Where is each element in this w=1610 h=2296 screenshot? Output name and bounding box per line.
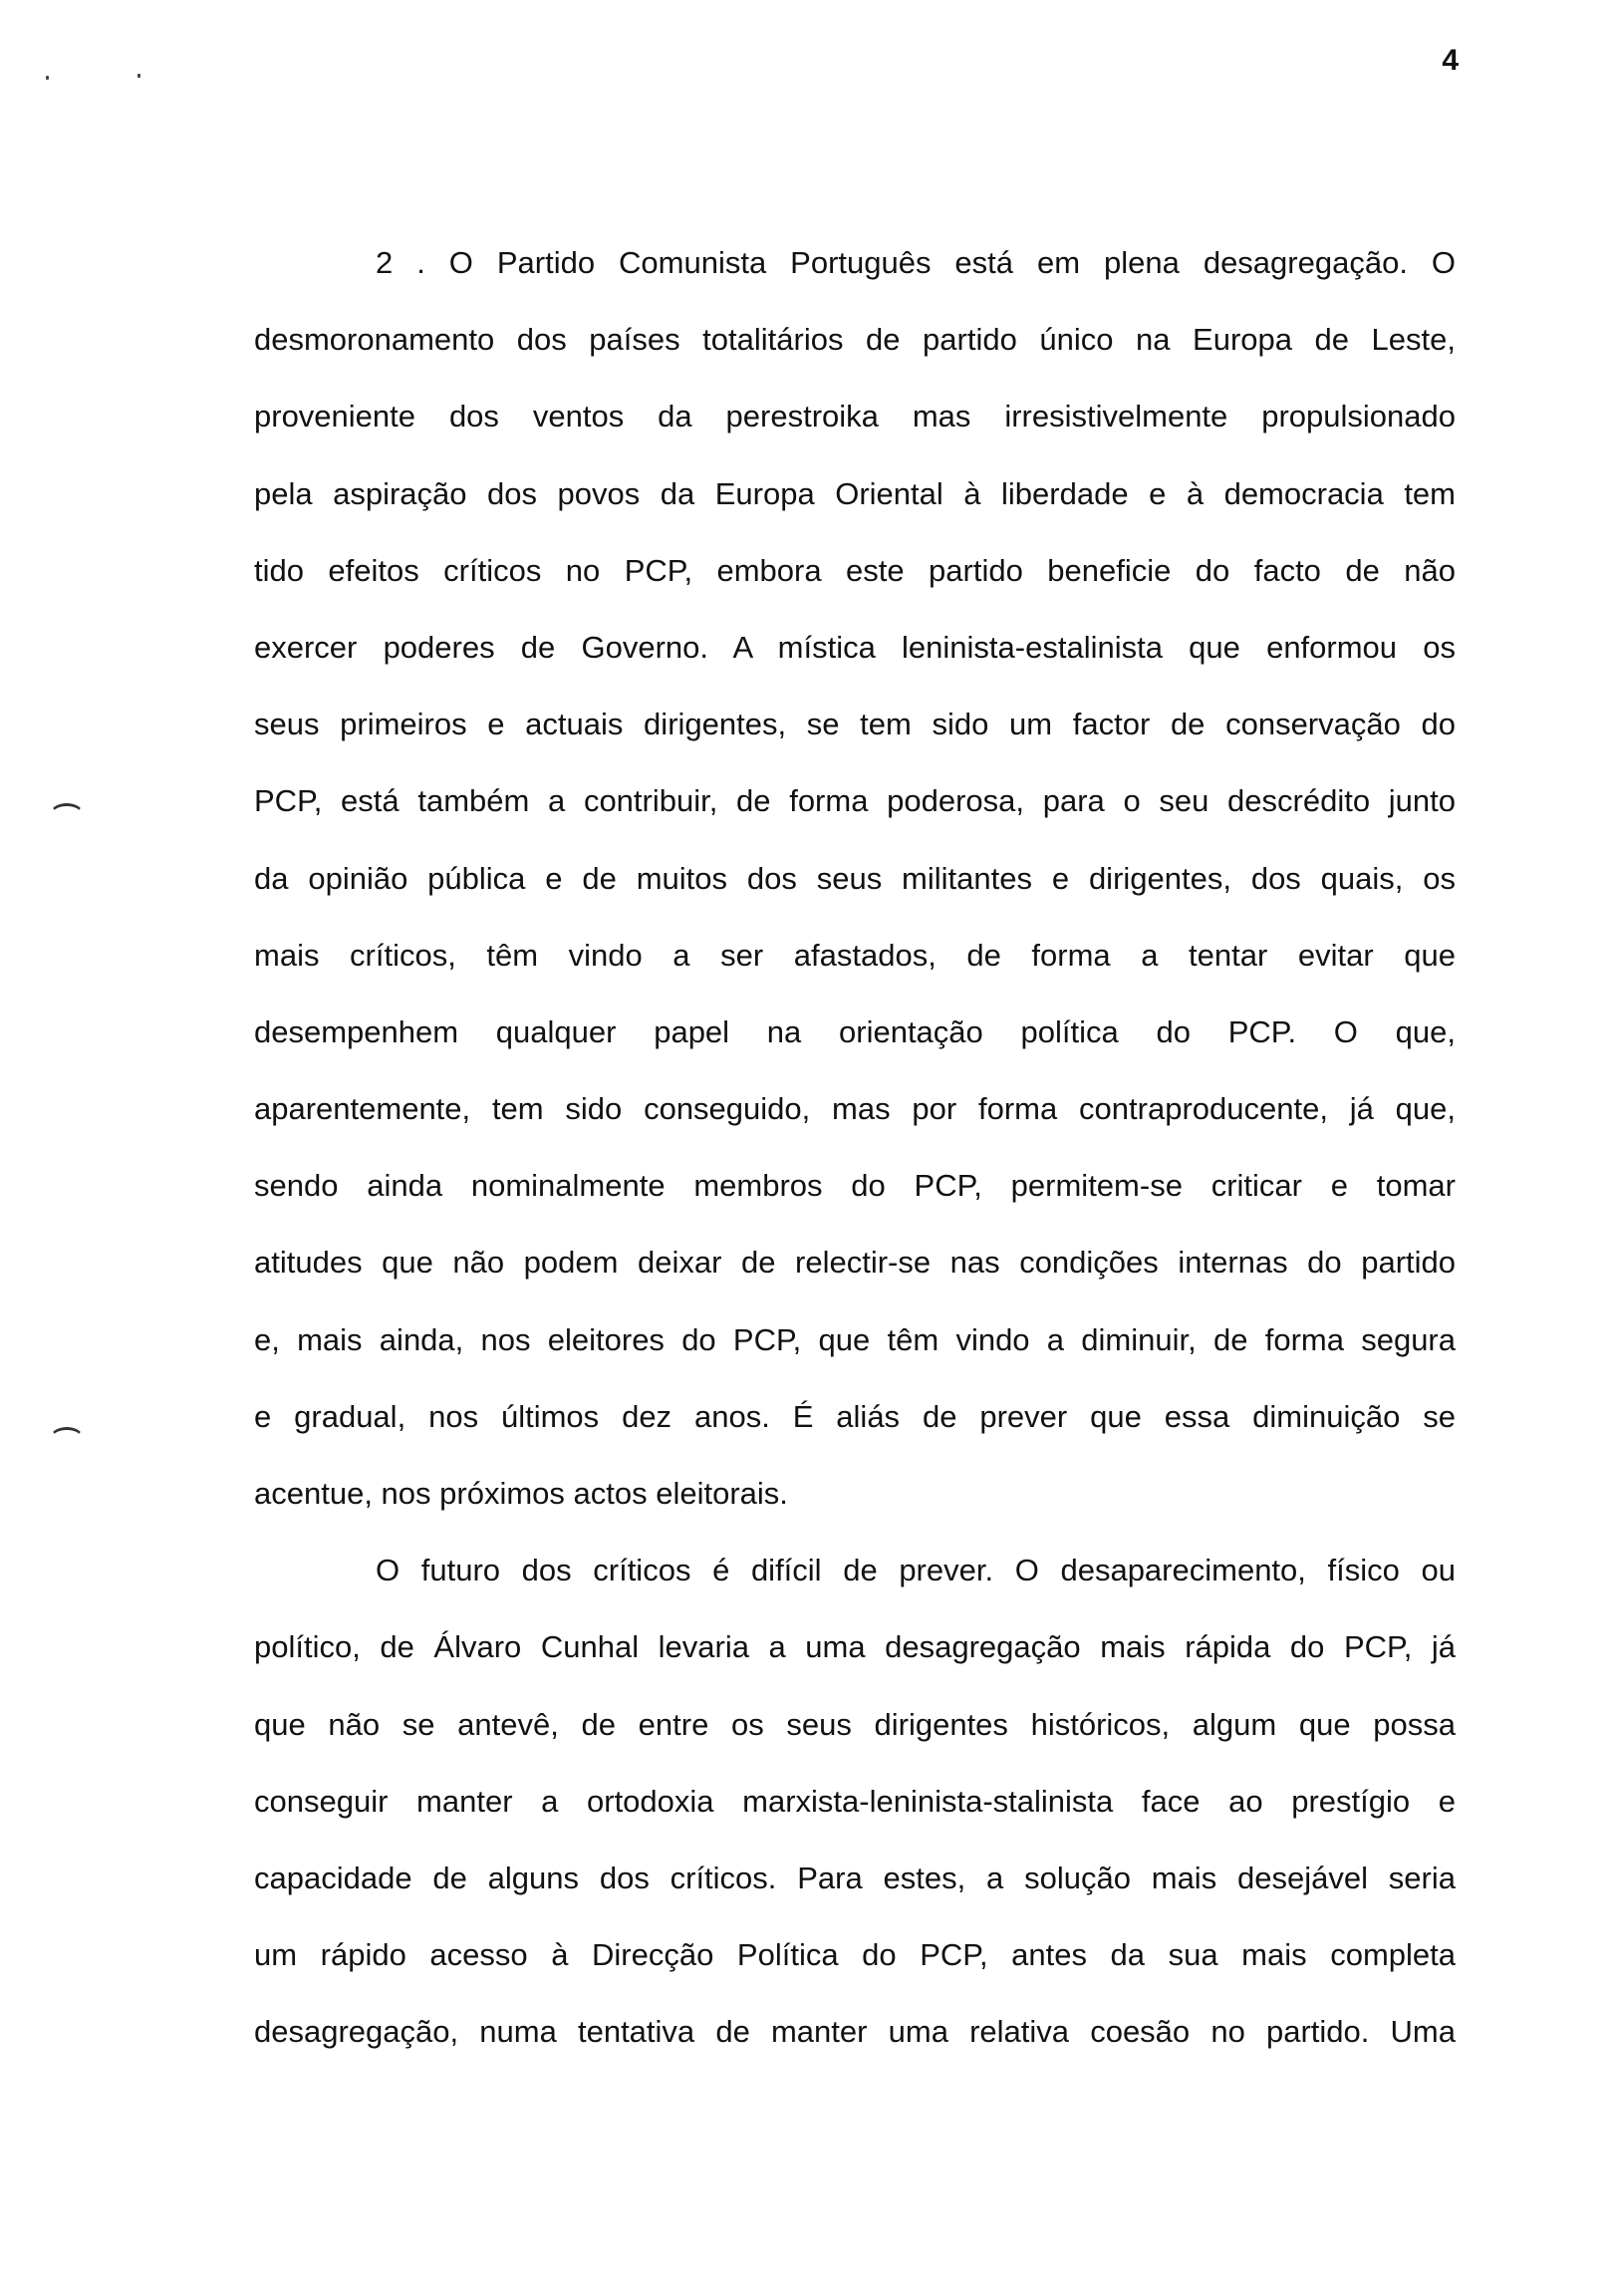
document-body [254, 224, 1456, 2071]
text-line: 2 . O Partido Comunista Português está em plena desagregação. O [376, 245, 1456, 280]
text-line: um rápido acesso à Direcção Política do PCP, antes da sua mais completa [254, 1937, 1456, 1973]
text-line: tido efeitos críticos no PCP, embora este partido beneficie do facto de não [254, 552, 1456, 588]
text-line: que não se antevê, de entre os seus dirigentes históricos, algum que possa [254, 1706, 1456, 1742]
text-line: seus primeiros e actuais dirigentes, se tem sido um factor de conservação do [254, 707, 1456, 742]
text-line: mais críticos, têm vindo a ser afastados, de forma a tentar evitar que [254, 937, 1456, 973]
punch-hole-mark [50, 803, 84, 826]
scan-speck [46, 76, 49, 80]
text-line: PCP, está também a contribuir, de forma poderosa, para o seu descrédito junto [254, 783, 1456, 819]
text-line: atitudes que não podem deixar de relectir-se nas condições internas do partido [254, 1245, 1456, 1281]
page-number: 4 [1442, 44, 1459, 77]
text-line: conseguir manter a ortodoxia marxista-leninista-stalinista face ao prestígio e [254, 1783, 1456, 1819]
scan-speck [137, 74, 140, 78]
text-line: aparentemente, tem sido conseguido, mas por forma contraproducente, já que, [254, 1091, 1456, 1127]
text-line: proveniente dos ventos da perestroika mas irresistivelmente propulsionado [254, 399, 1456, 434]
text-line: e, mais ainda, nos eleitores do PCP, que têm vindo a diminuir, de forma segura [254, 1321, 1456, 1357]
text-line: político, de Álvaro Cunhal levaria a uma desagregação mais rápida do PCP, já [254, 1629, 1456, 1665]
text-line: desempenhem qualquer papel na orientação política do PCP. O que, [254, 1013, 1456, 1049]
punch-hole-mark [50, 1427, 84, 1450]
text-line: da opinião pública e de muitos dos seus militantes e dirigentes, dos quais, os [254, 860, 1456, 896]
paragraph-1 [254, 224, 1456, 1532]
text-line: pela aspiração dos povos da Europa Oriental à liberdade e à democracia tem [254, 475, 1456, 511]
text-line: O futuro dos críticos é difícil de prever. O desaparecimento, físico ou [376, 1553, 1456, 1588]
text-line: e gradual, nos últimos dez anos. É aliás de prever que essa diminuição se [254, 1398, 1456, 1434]
text-line: desmoronamento dos países totalitários de partido único na Europa de Leste, [254, 322, 1456, 358]
text-line: desagregação, numa tentativa de manter uma relativa coesão no partido. Uma [254, 2014, 1456, 2050]
text-line: sendo ainda nominalmente membros do PCP, permitem-se criticar e tomar [254, 1168, 1456, 1204]
paragraph-2 [254, 1532, 1456, 2070]
text-line: exercer poderes de Governo. A mística leninista-estalinista que enformou os [254, 629, 1456, 665]
text-line: acentue, nos próximos actos eleitorais. [254, 1476, 788, 1511]
text-line: capacidade de alguns dos críticos. Para estes, a solução mais desejável seria [254, 1860, 1456, 1895]
